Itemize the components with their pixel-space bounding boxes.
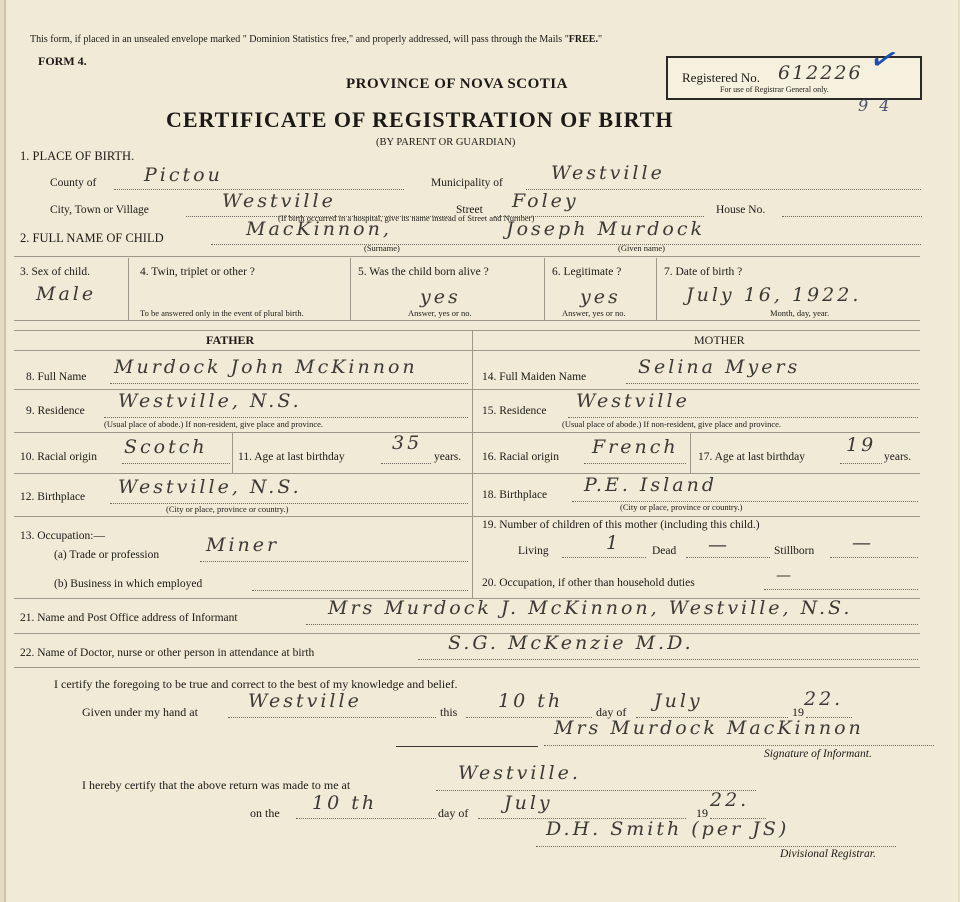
given-place-value: Westville (248, 690, 362, 712)
house-no-label: House No. (716, 204, 766, 216)
father-name-value: Murdock John McKinnon (114, 356, 418, 378)
mother-dead-line (686, 557, 770, 558)
street-label: Street (456, 204, 483, 216)
twin-note: To be answered only in the event of plural birth. (140, 308, 304, 318)
mother-birthplace-value: P.E. Island (584, 474, 717, 496)
sex-label: 3. Sex of child. (20, 266, 90, 278)
date-of-birth-label: 7. Date of birth ? (664, 266, 743, 278)
mother-name-line (626, 383, 918, 384)
mother-occupation-value: — (776, 566, 794, 584)
mother-name-value: Selina Myers (638, 356, 801, 378)
father-age-label: 11. Age at last birthday (238, 451, 345, 463)
father-birthplace-line (110, 503, 468, 504)
registrar-day-of-label: day of (438, 806, 469, 820)
father-row-rule-3 (14, 473, 472, 474)
father-racial-line (122, 463, 230, 464)
given-year-prefix: 19 (792, 705, 804, 719)
doctor-line (418, 659, 918, 660)
mother-living-value: 1 (606, 532, 622, 554)
mother-racial-value: French (592, 436, 679, 458)
municipality-value: Westville (551, 162, 665, 184)
informant-signature-line (544, 745, 934, 746)
certificate-title: CERTIFICATE OF REGISTRATION OF BIRTH (166, 107, 674, 132)
house-no-line (782, 216, 922, 217)
form-number: FORM 4. (38, 54, 87, 68)
twin-label: 4. Twin, triplet or other ? (140, 266, 255, 278)
mail-notice-text: This form, if placed in an unsealed envelope marked " Dominion Statistics free," and properly addressed, will pass through the Mails " (30, 34, 569, 45)
legitimate-label: 6. Legitimate ? (552, 266, 622, 278)
given-day-of-label: day of (596, 705, 627, 719)
mother-occupation-line (764, 589, 918, 590)
father-residence-line (104, 417, 468, 418)
born-alive-label: 5. Was the child born alive ? (358, 266, 489, 278)
informant-signature-caption: Signature of Informant. (764, 748, 872, 760)
registrar-use-note: For use of Registrar General only. (720, 85, 829, 94)
surname-note: (Surname) (364, 243, 400, 253)
mother-racial-label: 16. Racial origin (482, 451, 559, 463)
father-business-label: (b) Business in which employed (54, 578, 203, 590)
mother-years-label: years. (884, 451, 912, 463)
given-this-label: this (440, 705, 458, 719)
mother-children-label: 19. Number of children of this mother (including this child.) (482, 519, 760, 531)
registrar-month-value: July (504, 792, 553, 814)
father-age-value: 35 (392, 432, 423, 454)
born-alive-note: Answer, yes or no. (408, 308, 472, 318)
county-value: Pictou (144, 164, 223, 186)
mother-age-label: 17. Age at last birthday (698, 451, 805, 463)
mother-living-label: Living (518, 545, 549, 557)
street-value: Foley (512, 190, 579, 212)
row3-divider-3 (544, 258, 545, 320)
row3-divider-1 (128, 258, 129, 320)
parents-top-rule (14, 330, 920, 331)
date-of-birth-value: July 16, 1922. (686, 284, 862, 306)
father-trade-label: (a) Trade or profession (54, 549, 160, 561)
father-name-line (110, 383, 468, 384)
father-racial-label: 10. Racial origin (20, 451, 97, 463)
certify-statement: I certify the foregoing to be true and correct to the best of my knowledge and belief. (54, 677, 458, 691)
municipality-label: Municipality of (431, 177, 503, 189)
parents-divider (472, 330, 473, 598)
county-label: County of (50, 177, 97, 189)
mother-stillborn-label: Stillborn (774, 545, 815, 557)
father-business-line (252, 590, 468, 591)
mother-age-value: 19 (846, 434, 877, 456)
mother-stillborn-line (830, 557, 918, 558)
mail-notice-end: " (597, 34, 603, 45)
legitimate-value: yes (580, 286, 621, 308)
father-trade-value: Miner (206, 534, 280, 556)
father-occupation-label: 13. Occupation:— (20, 530, 105, 542)
mother-name-label: 14. Full Maiden Name (482, 371, 587, 383)
certify-top-rule (14, 667, 920, 668)
registrar-on-the-label: on the (250, 806, 280, 820)
row3-divider-4 (656, 258, 657, 320)
given-place-line (228, 717, 436, 718)
father-racial-value: Scotch (124, 436, 208, 458)
father-residence-note: (Usual place of abode.) If non-resident, give place and province. (104, 419, 324, 429)
father-residence-value: Westville, N.S. (118, 390, 302, 412)
registrar-statement: I hereby certify that the above return was made to me at (82, 778, 351, 792)
registrar-year-prefix: 19 (696, 806, 708, 820)
father-age-line (381, 463, 431, 464)
registrar-day-value: 10 th (312, 792, 378, 814)
mother-stillborn-value: — (852, 532, 874, 554)
given-under-label: Given under my hand at (82, 705, 198, 719)
place-of-birth-heading: 1. PLACE OF BIRTH. (20, 149, 135, 163)
province-heading: PROVINCE OF NOVA SCOTIA (346, 76, 568, 92)
mother-residence-label: 15. Residence (482, 405, 547, 417)
informant-signature: Mrs Murdock MacKinnon (554, 717, 864, 739)
registrar-place-value: Westville. (458, 762, 581, 784)
mother-dead-value: — (708, 534, 730, 556)
blue-checkmark-icon: ✓ (864, 36, 904, 84)
date-of-birth-note: Month, day, year. (770, 308, 830, 318)
sex-value: Male (36, 283, 97, 305)
father-trade-line (200, 561, 468, 562)
registrar-place-line (436, 790, 756, 791)
mother-row-rule-1 (472, 389, 920, 390)
mother-racial-line (584, 463, 686, 464)
city-value: Westville (222, 190, 336, 212)
informant-label: 21. Name and Post Office address of Informant (20, 612, 238, 624)
certificate-subtitle: (BY PARENT OR GUARDIAN) (376, 137, 516, 148)
registered-label: Registered No. (682, 70, 760, 85)
father-racial-divider (232, 433, 233, 473)
given-name-note: (Given name) (618, 243, 665, 253)
registrar-signature-line (536, 846, 896, 847)
parents-heading-rule (14, 350, 920, 351)
child-name-line (211, 244, 921, 245)
city-label: City, Town or Village (50, 204, 149, 216)
mother-residence-value: Westville (576, 390, 690, 412)
mother-row-rule-4 (472, 516, 920, 517)
registrar-caption: Divisional Registrar. (780, 848, 876, 860)
given-day-value: 10 th (498, 690, 564, 712)
child-given-name-value: Joseph Murdock (506, 218, 706, 240)
mother-dead-label: Dead (652, 545, 677, 557)
father-heading: FATHER (206, 333, 255, 347)
informant-value: Mrs Murdock J. McKinnon, Westville, N.S. (328, 597, 853, 619)
row3-top-rule (14, 256, 920, 257)
mother-residence-line (568, 417, 918, 418)
mother-age-line (840, 463, 882, 464)
father-birthplace-label: 12. Birthplace (20, 491, 86, 503)
mother-row-rule-2 (472, 432, 920, 433)
legitimate-note: Answer, yes or no. (562, 308, 626, 318)
father-residence-label: 9. Residence (26, 405, 85, 417)
child-surname-value: MacKinnon, (246, 218, 392, 240)
mail-notice-free: FREE. (568, 34, 598, 45)
registrar-signature: D.H. Smith (per JS) (546, 818, 790, 840)
margin-mark: 9 4 (858, 96, 893, 115)
father-birthplace-value: Westville, N.S. (118, 476, 302, 498)
given-year-value: 22. (804, 688, 844, 710)
signature-separator (396, 746, 538, 747)
born-alive-value: yes (420, 286, 461, 308)
given-month-value: July (654, 690, 703, 712)
father-birthplace-note: (City or place, province or country.) (166, 504, 289, 514)
doctor-label: 22. Name of Doctor, nurse or other person in attendance at birth (20, 647, 315, 659)
hospital-note: (If birth occurred in a hospital, give its name instead of Street and Number) (278, 213, 535, 223)
registrar-year-value: 22. (710, 789, 750, 811)
doctor-value: S.G. McKenzie M.D. (448, 632, 694, 654)
mother-residence-note: (Usual place of abode.) If non-resident, give place and province. (562, 419, 782, 429)
mail-notice (30, 34, 602, 45)
mother-birthplace-label: 18. Birthplace (482, 489, 548, 501)
row3-divider-2 (350, 258, 351, 320)
birth-certificate-form (4, 0, 958, 902)
mother-living-line (562, 557, 646, 558)
father-years-label: years. (434, 451, 462, 463)
registered-number: 612226 (778, 62, 863, 84)
child-name-label: 2. FULL NAME OF CHILD (20, 231, 164, 245)
father-row-rule-4 (14, 516, 472, 517)
informant-line (306, 624, 918, 625)
row3-bottom-rule (14, 320, 920, 321)
registrar-day-line (296, 818, 436, 819)
municipality-line (526, 189, 921, 190)
father-name-label: 8. Full Name (26, 371, 87, 383)
mother-occupation-label: 20. Occupation, if other than household duties (482, 577, 695, 589)
mother-racial-divider (690, 433, 691, 473)
mother-birthplace-note: (City or place, province or country.) (620, 502, 743, 512)
mother-heading: MOTHER (694, 333, 745, 347)
